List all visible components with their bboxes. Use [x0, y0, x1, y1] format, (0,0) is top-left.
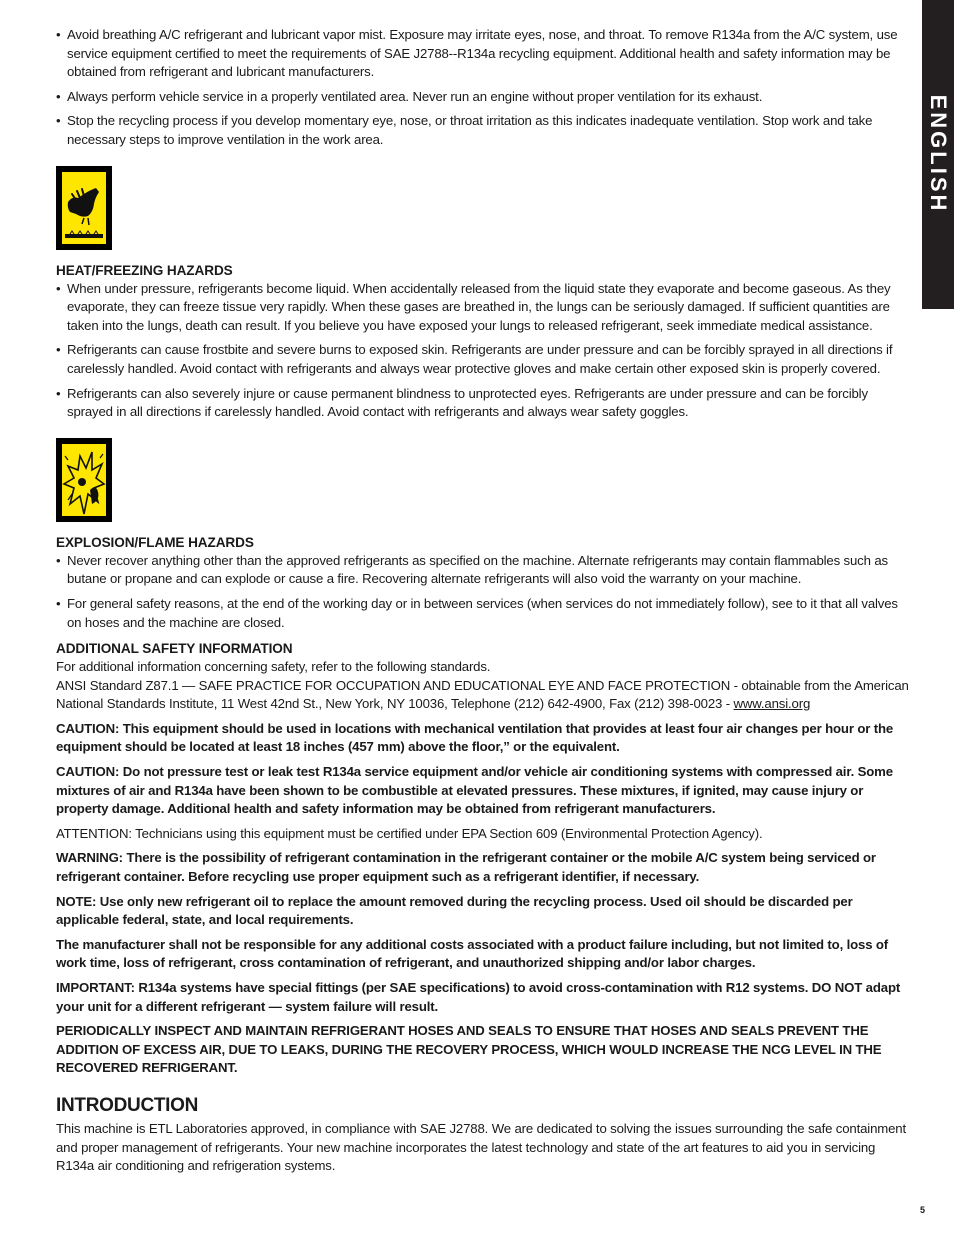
- note-oil: NOTE: Use only new refrigerant oil to replace the amount removed during the recycling process. Used oil should be discarded per applicable federal, state, and local requirements.: [56, 893, 853, 928]
- inspect-hoses-notice: PERIODICALLY INSPECT AND MAINTAIN REFRIGERANT HOSES AND SEALS TO ENSURE THAT HOSES AND SEALS PREVENT THE ADDITION OF EXCESS AIR, DUE TO LEAKS, DURING THE RECOVERY PROCESS, WHICH WOULD INCREASE THE NCG LEVEL IN THE RECOVERED REFRIGERANT.: [56, 1023, 882, 1076]
- caution-ventilation: CAUTION: This equipment should be used in locations with mechanical ventilation that provides at least four air changes per hour or the equipment should be located at least 18 inches (457 mm) above the floor,” or the equivalent.: [56, 720, 894, 755]
- list-item: • Refrigerants can also severely injure or cause permanent blindness to unprotected eyes. Refrigerants are under pressure and can be forcibly sprayed in all directions if carelessly handled. Avoid contact with refrigerants and always wear safety goggles.: [56, 385, 914, 422]
- list-item: • When under pressure, refrigerants become liquid. When accidentally released from the liquid state they evaporate and become gaseous. As they evaporate, they can freeze tissue very rapidly. When these gases are breathed in, the lungs can be seriously damaged. If sufficient quantities are taken into the lungs, death can result. If you believe you have exposed your lungs to released refrigerant, seek immediate medical assistance.: [56, 280, 914, 336]
- additional-safety-text: [56, 658, 914, 714]
- ansi-standard: ANSI Standard Z87.1 — SAFE PRACTICE FOR OCCUPATION AND EDUCATIONAL EYE AND FACE PROTECTION - obtainable from the American National Standards Institute, 11 West 42nd St., New York, NY 10036, Telephone (212) 642-4900, Fax (212) 398-0023 -: [56, 677, 909, 712]
- page-number: 5: [920, 1205, 926, 1215]
- explosion-flame-heading: EXPLOSION/FLAME HAZARDS: [56, 534, 254, 550]
- caution-pressure-test: CAUTION: Do not pressure test or leak test R134a service equipment and/or vehicle air conditioning systems with compressed air. Some mixtures of air and R134a have been shown to be combustible at elevated pressures. These mixtures, if ignited, may cause injury or property damage. Additional health and safety information may be obtained from refrigerant manufacturers.: [56, 764, 893, 817]
- list-item: • Avoid breathing A/C refrigerant and lubricant vapor mist. Exposure may irritate eyes, nose, and throat. To remove R134a from the A/C system, use service equipment certified to meet the requirements of SAE J2788--R134a recycling equipment. Additional health and safety information may be obtained from refrigerant and lubricant manufacturers.: [56, 26, 914, 82]
- standards-intro: For additional information concerning safety, refer to the following standards.: [56, 659, 491, 675]
- list-item: • Never recover anything other than the approved refrigerants as specified on the machine. Alternate refrigerants may contain flammables such as butane or propane and can explode or cause a fire. Recovering alternate refrigerants will also void the warranty on your machine.: [56, 552, 914, 589]
- important-fittings: IMPORTANT: R134a systems have special fittings (per SAE specifications) to avoid cross-contamination with R12 systems. DO NOT adapt your unit for a different refrigerant — system failure will result.: [56, 980, 901, 1014]
- list-item: • Stop the recycling process if you develop momentary eye, nose, or throat irritation as this indicates inadequate ventilation. Stop work and take necessary steps to improve ventilation in the work area.: [56, 112, 914, 149]
- ansi-link[interactable]: www.ansi.org: [733, 696, 811, 712]
- page-content: [56, 26, 914, 1182]
- attention-epa: ATTENTION: Technicians using this equipment must be certified under EPA Section 609 (Environmental Protection Agency).: [56, 825, 763, 841]
- intro-bullet-list: [56, 26, 914, 150]
- explosion-bullet-list: [56, 552, 914, 632]
- introduction-heading: INTRODUCTION: [56, 1094, 199, 1116]
- frostbite-hand-hazard-icon: [56, 166, 112, 250]
- heat-bullet-list: [56, 280, 914, 422]
- heat-freezing-heading: HEAT/FREEZING HAZARDS: [56, 262, 233, 278]
- additional-safety-heading: ADDITIONAL SAFETY INFORMATION: [56, 641, 293, 657]
- list-item: • For general safety reasons, at the end of the working day or in between services (when services do not immediately follow), see to it that all valves on hoses and the machine are closed.: [56, 595, 914, 632]
- explosion-hazard-icon: [56, 438, 112, 522]
- language-tab-label: ENGLISH: [926, 94, 951, 214]
- language-tab: [922, 0, 954, 309]
- list-item: • Refrigerants can cause frostbite and severe burns to exposed skin. Refrigerants are under pressure and can be forcibly sprayed in all directions if carelessly handled. Avoid contact with refrigerants and always wear protective gloves and make certain other exposed skin is properly covered.: [56, 341, 914, 378]
- liability-statement: The manufacturer shall not be responsible for any additional costs associated with a product failure including, but not limited to, loss of work time, loss of refrigerant, cross contamination of refrigerant, and unauthorized shipping and/or labor charges.: [56, 936, 889, 971]
- introduction-body: This machine is ETL Laboratories approved, in compliance with SAE J2788. We are dedicated to solving the issues surrounding the safe containment and proper management of refrigerants. Your new machine incorporates the latest technology and state of the art features to aid you in servicing R134a air conditioning and refrigeration systems.: [56, 1120, 906, 1174]
- warning-contamination: WARNING: There is the possibility of refrigerant contamination in the refrigerant container or the mobile A/C system being serviced or refrigerant container. Before recycling use proper equipment such as a refrigerant identifier, if necessary.: [56, 850, 876, 885]
- list-item: • Always perform vehicle service in a properly ventilated area. Never run an engine without proper ventilation for its exhaust.: [56, 88, 914, 107]
